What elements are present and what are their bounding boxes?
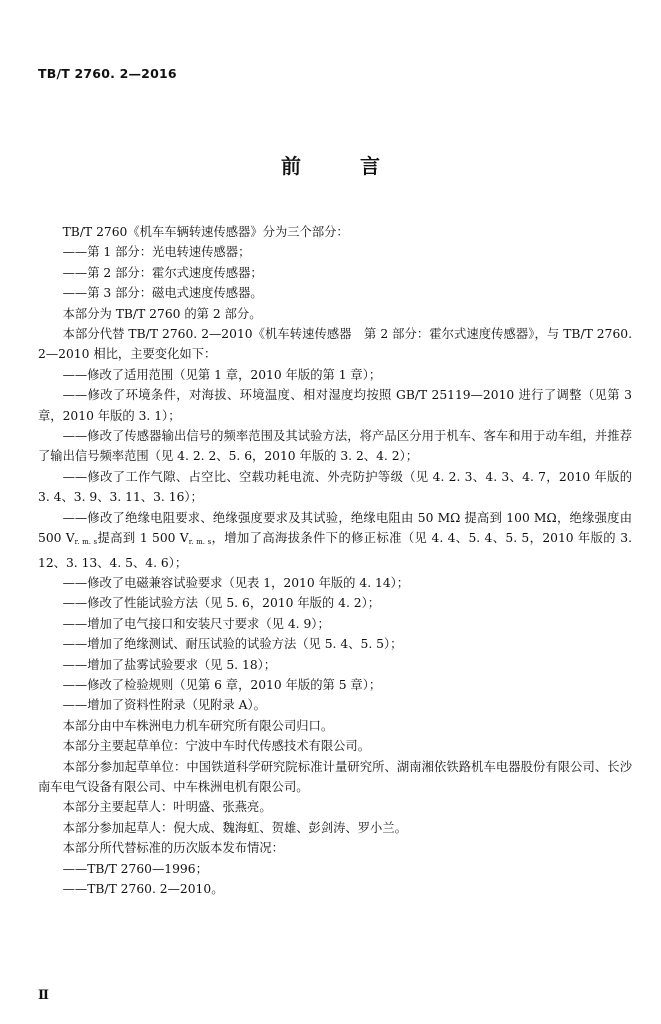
paragraph: ——增加了盐雾试验要求（见 5. 18）； (62, 657, 277, 672)
insulation-text-part2: 提高到 1 500 V (97, 531, 189, 546)
page-title: 前 言 (281, 154, 406, 178)
paragraph: ——修改了电磁兼容试验要求（见表 1，2010 年版的 4. 14）； (62, 575, 410, 590)
paragraph: ——增加了绝缘测试、耐压试验的试验方法（见 5. 4、5. 5）； (62, 637, 403, 652)
standard-code-header: TB/T 2760. 2—2016 (38, 66, 177, 81)
paragraph: 本部分由中车株洲电力机车研究所有限公司归口。 (62, 718, 334, 733)
paragraph: 本部分参加起草人：倪大成、魏海虹、贺雄、彭剑涛、罗小兰。 (62, 820, 407, 835)
paragraph: ——修改了性能试验方法（见 5. 6，2010 年版的 4. 2）； (62, 596, 381, 611)
paragraph: ——修改了检验规则（见第 6 章，2010 年版的第 5 章）； (62, 677, 382, 692)
insulation-text-part1: ——修改了绝缘电阻要求、绝缘强度要求及其试验，绝缘电阻由 50 MΩ 提高到 100 MΩ，绝缘强度由 500 V (38, 510, 632, 546)
insulation-change-paragraph (38, 508, 632, 573)
paragraph: 本部分参加起草单位：中国铁道科学研究院标准计量研究所、湖南湘依铁路机车电器股份有限公司、长沙南车电气设备有限公司、中车株洲电机有限公司。 (38, 759, 632, 794)
paragraph: ——第 2 部分：霍尔式速度传感器； (62, 265, 263, 280)
paragraph: 本部分主要起草单位：宁波中车时代传感技术有限公司。 (62, 739, 371, 754)
rms-subscript: r. m. s (74, 538, 98, 547)
paragraph: 本部分所代替标准的历次版本发布情况： (62, 841, 284, 856)
document-body (38, 222, 632, 899)
paragraph: ——增加了资料性附录（见附录 A）。 (62, 698, 266, 713)
paragraph: ——第 3 部分：磁电式速度传感器。 (62, 286, 263, 301)
paragraph: ——修改了适用范围（见第 1 章，2010 年版的第 1 章）； (62, 367, 382, 382)
paragraph: ——修改了工作气隙、占空比、空载功耗电流、外壳防护等级（见 4. 2. 3、4. 3、4. 7，2010 年版的 3. 4、3. 9、3. 11、3. 16）； (38, 469, 632, 505)
paragraph: ——修改了传感器输出信号的频率范围及其试验方法，将产品区分用于机车、客车和用于动车组，并推荐了输出信号频率范围（见 4. 2. 2、5. 6，2010 年版的 3. 2、4. 2）； (38, 429, 632, 464)
paragraph: ——TB/T 2760. 2—2010。 (62, 882, 224, 896)
rms-subscript: r. m. s (188, 538, 212, 547)
paragraph: ——第 1 部分：光电转速传感器； (62, 245, 251, 260)
paragraph: 本部分代替 TB/T 2760. 2—2010《机车转速传感器 第 2 部分：霍尔式速度传感器》，与 TB/T 2760. 2—2010 相比，主要变化如下： (38, 327, 632, 362)
page-number: Ⅱ (38, 988, 49, 1003)
paragraph: ——TB/T 2760—1996； (62, 861, 208, 876)
paragraph: 本部分主要起草人：叶明盛、张燕亮。 (62, 800, 272, 815)
paragraph: ——增加了电气接口和安装尺寸要求（见 4. 9）； (62, 616, 330, 631)
paragraph: TB/T 2760《机车车辆转速传感器》分为三个部分： (62, 225, 349, 239)
paragraph: ——修改了环境条件，对海拔、环境温度、相对湿度均按照 GB/T 25119—2010 进行了调整（见第 3 章，2010 年版的 3. 1）； (38, 388, 632, 423)
insulation-text-part3: ，增加了高海拔条件下的修正标准（见 4. 4、5. 4、5. 5，2010 年版的 3. 12、3. 13、4. 5、4. 6）； (38, 531, 633, 570)
paragraph: 本部分为 TB/T 2760 的第 2 部分。 (62, 306, 262, 321)
